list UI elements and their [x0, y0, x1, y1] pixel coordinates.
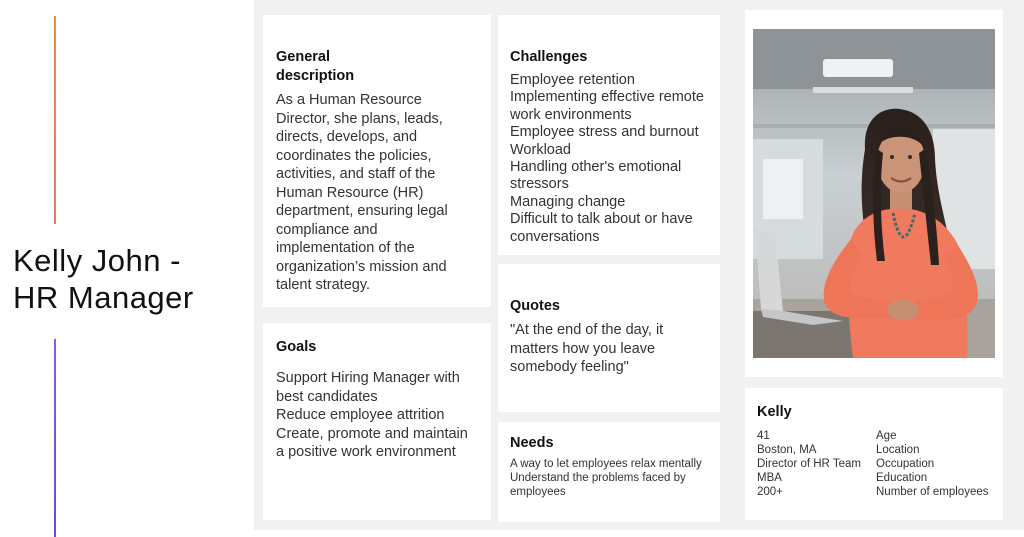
persona-photo	[753, 29, 995, 358]
list-item: conversations	[510, 228, 600, 245]
goals-list	[276, 369, 478, 462]
table-row	[757, 443, 989, 457]
profile-label: Number of employees	[876, 486, 989, 498]
challenges-heading: Challenges	[510, 49, 588, 65]
needs-heading: Needs	[510, 435, 554, 451]
list-item: Difficult to talk about or have	[510, 211, 693, 228]
persona-title-line-1: Kelly John -	[13, 243, 181, 278]
table-row	[757, 457, 989, 471]
list-item: stressors	[510, 176, 569, 193]
list-item: A way to let employees relax mentally	[510, 458, 702, 470]
list-item: Managing change	[510, 193, 626, 210]
table-row	[757, 429, 989, 443]
profile-label: Occupation	[876, 458, 935, 470]
needs-card	[498, 422, 720, 522]
quotes-card	[498, 264, 720, 412]
list-item: Implementing effective remote	[510, 89, 704, 106]
profile-value: 41	[757, 430, 770, 442]
profile-name: Kelly	[757, 404, 792, 420]
table-row	[757, 471, 989, 485]
list-item: best candidates	[276, 388, 378, 405]
quote-text: "At the end of the day, it matters how you leave somebody feeling"	[510, 322, 664, 375]
challenges-list	[510, 72, 708, 246]
goals-heading: Goals	[276, 339, 317, 355]
list-item: Create, promote and maintain	[276, 425, 468, 442]
profile-label: Age	[876, 430, 897, 442]
list-item: Handling other's emotional	[510, 159, 682, 176]
challenges-card	[498, 15, 720, 255]
profile-label: Location	[876, 444, 920, 456]
profile-label: Education	[876, 472, 928, 484]
photo-card	[745, 10, 1003, 377]
accent-line-bottom	[54, 339, 56, 537]
list-item: Workload	[510, 141, 571, 158]
list-item: Employee stress and burnout	[510, 124, 699, 141]
list-item: employees	[510, 486, 566, 498]
general-description-text: As a Human Resource Director, she plans, leads, directs, develops, and coordinates the policies, activities, and staff of the Human Resource (HR) department, ensuring legal compliance and implementation of the organization’s mission and talent strategy.	[276, 92, 448, 293]
profile-value: Boston, MA	[757, 444, 817, 456]
goals-card	[263, 323, 491, 520]
persona-title-line-2: HR Manager	[13, 280, 194, 315]
table-row	[757, 485, 989, 499]
profile-value: 200+	[757, 486, 783, 498]
general-description-card	[263, 15, 491, 307]
list-item: Reduce employee attrition	[276, 407, 445, 423]
list-item: work environments	[510, 106, 632, 123]
profile-table	[757, 429, 989, 499]
persona-title	[13, 242, 194, 316]
accent-line-top	[54, 16, 56, 224]
list-item: a positive work environment	[276, 444, 456, 460]
list-item: Employee retention	[510, 72, 635, 88]
needs-list	[510, 457, 708, 499]
profile-card	[745, 388, 1003, 520]
profile-value: Director of HR Team	[757, 458, 861, 470]
list-item: Understand the problems faced by	[510, 472, 686, 484]
profile-value: MBA	[757, 472, 782, 484]
quotes-heading: Quotes	[510, 298, 560, 314]
general-description-heading: General description	[276, 49, 355, 84]
list-item: Support Hiring Manager with	[276, 370, 460, 386]
